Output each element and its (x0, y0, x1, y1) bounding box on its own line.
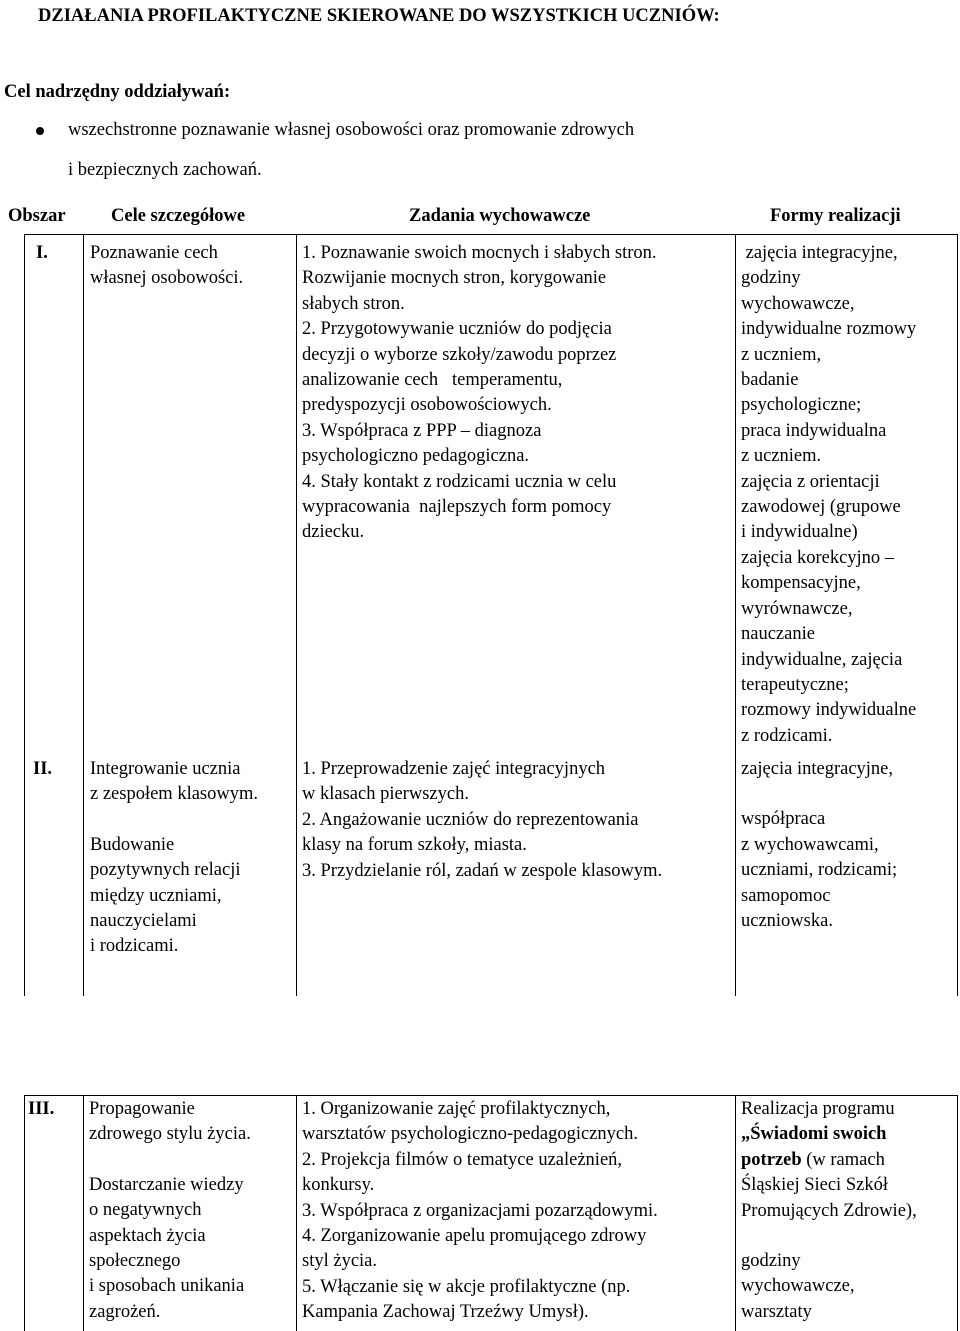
form-line: wychowawcze, (741, 1276, 855, 1297)
task-line: 5. Włączanie się w akcje profilaktyczne (np. (302, 1276, 631, 1297)
form-line: samopomoc (741, 885, 831, 906)
form-line: i indywidualne) (741, 522, 858, 543)
form-line: praca indywidualna (741, 420, 887, 441)
form-line: Śląskiej Sieci Szkół (741, 1175, 888, 1196)
bullet-icon (36, 127, 44, 135)
document-title: DZIAŁANIA PROFILAKTYCZNE SKIEROWANE DO WSZYSTKICH UCZNIÓW: (38, 6, 720, 26)
row-forms (741, 241, 916, 749)
goal-line: pozytywnych relacji (90, 860, 241, 881)
goal-line: i rodzicami. (90, 936, 179, 957)
form-line: zajęcia korekcyjno – (741, 547, 895, 568)
task-line: Rozwijanie mocnych stron, korygowanie (302, 268, 607, 289)
program-name-bold: potrzeb (741, 1149, 802, 1170)
task-line: 4. Stały kontakt z rodzicami ucznia w celu (302, 471, 617, 492)
task-line: słabych stron. (302, 293, 405, 314)
task-line: styl życia. (302, 1251, 378, 1272)
header-tasks: Zadania wychowawcze (409, 206, 591, 226)
form-line: kompensacyjne, (741, 573, 861, 594)
form-line: zajęcia integracyjne, (741, 243, 898, 263)
form-line: Promujących Zdrowie), (741, 1200, 917, 1221)
task-line: analizowanie cech temperamentu, (302, 370, 563, 391)
goal-line: i bezpiecznych zachowań. (68, 160, 262, 181)
form-line: z rodzicami. (741, 725, 833, 746)
task-line: 1. Organizowanie zajęć profilaktycznych, (302, 1099, 611, 1119)
form-line: zajęcia z orientacji (741, 471, 880, 492)
goal-line: między uczniami, (90, 885, 222, 906)
task-line: 2. Angażowanie uczniów do reprezentowania (302, 809, 639, 830)
task-line: warsztatów psychologiczno-pedagogicznych. (302, 1124, 638, 1145)
task-line: klasy na forum szkoły, miasta. (302, 835, 527, 856)
goal-line: i sposobach unikania (89, 1276, 245, 1297)
row-area: I. (36, 243, 48, 263)
row-tasks (302, 1097, 658, 1326)
form-line: rozmowy indywidualne (741, 700, 917, 721)
task-line: predyspozycji osobowościowych. (302, 395, 552, 416)
task-line: 4. Zorganizowanie apelu promującego zdrowy (302, 1226, 647, 1247)
goal-line: o negatywnych (89, 1200, 202, 1221)
header-area: Obszar (8, 206, 66, 226)
task-line: psychologiczno pedagogiczna. (302, 446, 530, 467)
task-line: 3. Współpraca z PPP – diagnoza (302, 420, 542, 441)
row-area: III. (28, 1099, 55, 1119)
goal-line: Budowanie (90, 834, 175, 855)
header-forms: Formy realizacji (770, 206, 901, 226)
goal-label: Cel nadrzędny oddziaływań: (4, 82, 231, 102)
form-line (741, 1148, 917, 1173)
row-tasks (302, 757, 662, 884)
goal-line: z zespołem klasowym. (90, 784, 258, 805)
task-line: w klasach pierwszych. (302, 784, 469, 805)
goal-line: wszechstronne poznawanie własnej osobowości oraz promowanie zdrowych (68, 120, 635, 140)
form-line: warsztaty (741, 1301, 812, 1322)
task-line: 2. Przygotowywanie uczniów do podjęcia (302, 319, 612, 340)
row-forms (741, 1097, 917, 1325)
form-line: zajęcia integracyjne, (741, 759, 894, 779)
task-line: decyzji o wyborze szkoły/zawodu poprzez (302, 344, 617, 365)
task-line: 2. Projekcja filmów o tematyce uzależnień, (302, 1149, 623, 1170)
goal-line: własnej osobowości. (90, 268, 244, 289)
form-line: współpraca (741, 809, 826, 830)
form-line: psychologiczne; (741, 395, 862, 416)
goal-line: nauczycielami (90, 911, 197, 932)
form-line: wychowawcze, (741, 293, 855, 314)
header-goals: Cele szczegółowe (111, 206, 246, 226)
task-line: 3. Przydzielanie ról, zadań w zespole klasowym. (302, 860, 663, 881)
task-line: 3. Współpraca z organizacjami pozarządowymi. (302, 1200, 658, 1221)
form-line: uczniowska. (741, 911, 833, 932)
task-line: Kampania Zachowaj Trzeźwy Umysł). (302, 1302, 589, 1323)
row-goals (89, 1097, 251, 1325)
form-line: godziny (741, 268, 801, 289)
form-line: godziny (741, 1251, 801, 1272)
task-line: dziecku. (302, 522, 365, 543)
row-goals (90, 757, 258, 960)
form-line: indywidualne rozmowy (741, 319, 917, 340)
program-name-line: „Świadomi swoich (741, 1124, 887, 1145)
task-line: 1. Przeprowadzenie zajęć integracyjnych (302, 759, 606, 779)
row-tasks (302, 241, 657, 546)
goal-line: zagrożeń. (89, 1301, 161, 1322)
goal-line: Propagowanie (89, 1099, 195, 1119)
task-line: wypracowania najlepszych form pomocy (302, 497, 612, 518)
goal-line: zdrowego stylu życia. (89, 1124, 251, 1145)
row-area: II. (33, 759, 53, 779)
form-line: zawodowej (grupowe (741, 497, 901, 518)
form-line: Realizacja programu (741, 1099, 895, 1119)
goal-line: Poznawanie cech (90, 243, 218, 263)
goal-line: Dostarczanie wiedzy (89, 1174, 244, 1195)
goal-line: aspektach życia (89, 1225, 206, 1246)
form-line: terapeutyczne; (741, 674, 849, 695)
form-text: (w ramach (801, 1149, 885, 1170)
form-line: uczniami, rodzicami; (741, 860, 898, 881)
form-line: z uczniem, (741, 344, 822, 365)
goal-line: społecznego (89, 1251, 181, 1272)
form-line: badanie (741, 370, 799, 391)
form-line: z wychowawcami, (741, 834, 879, 855)
form-line: z uczniem. (741, 446, 822, 467)
goal-line: Integrowanie ucznia (90, 759, 241, 779)
form-line: indywidualne, zajęcia (741, 649, 903, 670)
task-line: 1. Poznawanie swoich mocnych i słabych stron. (302, 243, 657, 263)
row-forms (741, 757, 897, 934)
row-goals (90, 241, 243, 292)
goal-bullet-text (68, 118, 788, 184)
task-line: konkursy. (302, 1175, 375, 1196)
form-line: wyrównawcze, (741, 598, 853, 619)
form-line: nauczanie (741, 624, 815, 645)
